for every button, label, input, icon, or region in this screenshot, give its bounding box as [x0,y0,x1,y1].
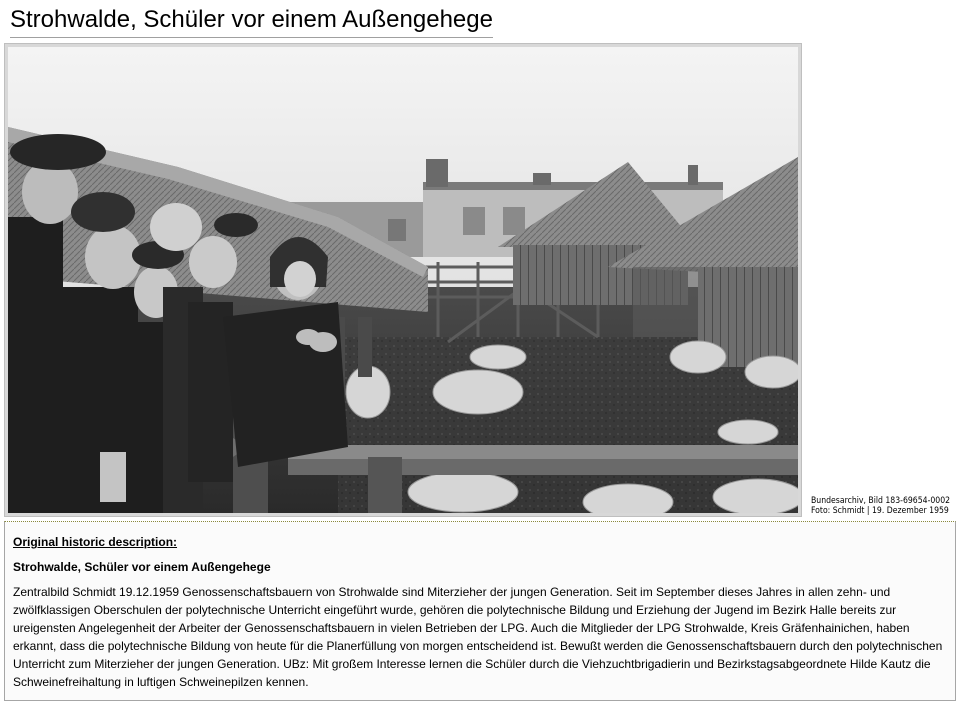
description-body: Zentralbild Schmidt 19.12.1959 Genossenschaftsbauern von Strohwalde sind Miterzieher der jungen Generation. Seit im September dieses Jahres in allen zehn- und zwölfklassigen Oberschulen der polytechnische Unterricht eingeführt wurde, gehören die polytechnische Bildung und Erziehung der Jugend im Bezirk Halle bereits zur ureigensten Angelegenheit der Arbeiter der Genossenschaftsbauern in vielen Betrieben der LPG. Auch die Mitglieder der LPG Strohwalde, Kreis Gräfenhainichen, haben erkannt, dass die polytechnische Bildung von heute für die Planerfüllung von morgen entscheidend ist. Bewußt werden die Genossenschaftsbauern durch den polytechnischen Unterricht zum Miterzieher der jungen Generation. UBz: Mit großem Interesse lernen die Schüler durch die Viehzuchtbrigadierin und Bezirkstagsabgeordnete Hilde Kautz die Schweinefreihaltung in luftigen Schweinepilzen kennen. [13,585,943,689]
photo-credit [811,496,950,516]
page-title: Strohwalde, Schüler vor einem Außengehege [10,4,493,38]
credit-photographer: Foto: Schmidt | 19. Dezember 1959 [811,506,949,516]
description-heading: Original historic description: [13,535,178,549]
photo-frame[interactable] [4,43,802,517]
credit-archive: Bundesarchiv, Bild 183-69654-0002 [811,496,951,506]
historic-photo[interactable] [8,47,798,513]
description-subtitle: Strohwalde, Schüler vor einem Außengehege [13,560,271,574]
description-box [4,521,956,701]
